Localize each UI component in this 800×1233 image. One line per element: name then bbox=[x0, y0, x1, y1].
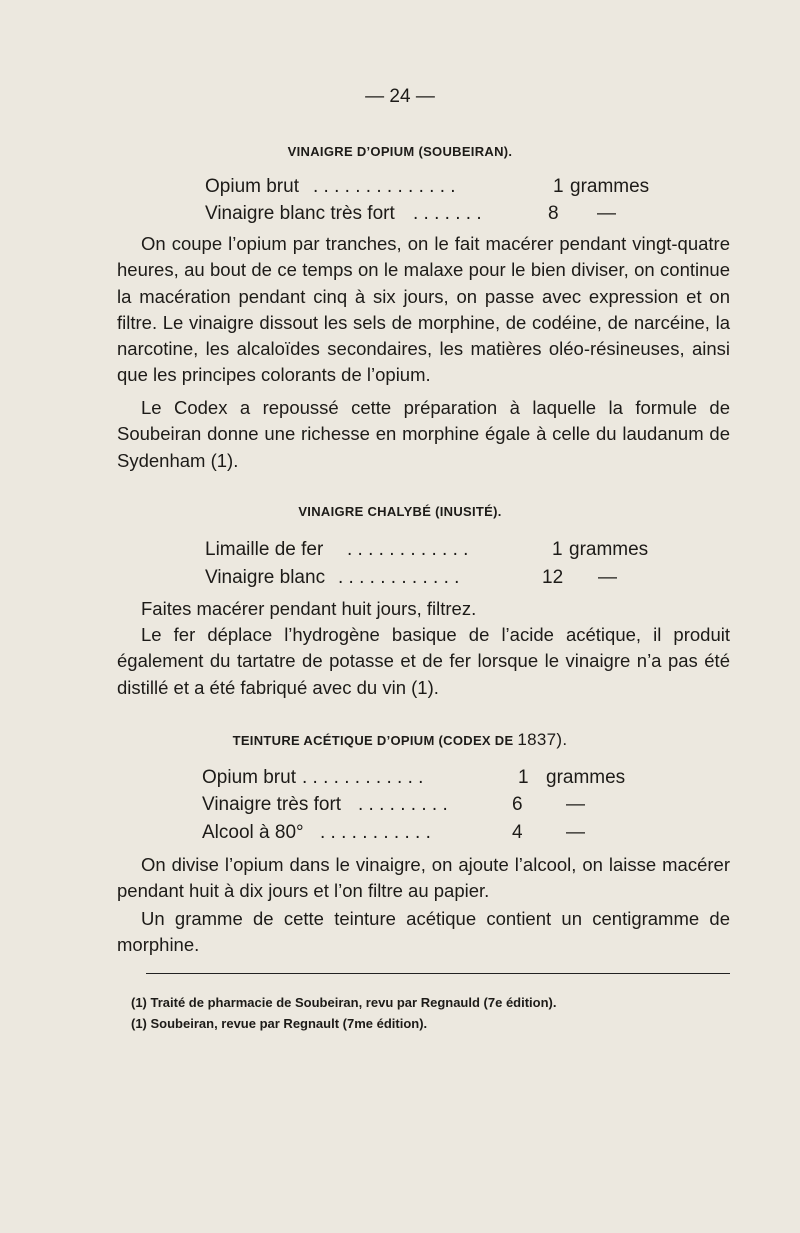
section-heading-vinaigre-opium: VINAIGRE D’OPIUM (SOUBEIRAN). bbox=[287, 144, 513, 159]
body-paragraph: Faites macérer pendant huit jours, filtrez. bbox=[141, 598, 477, 619]
ingredient-unit: grammes bbox=[569, 539, 649, 560]
ingredient-quantity: 8 bbox=[548, 203, 559, 224]
ingredient-line bbox=[205, 565, 665, 591]
ingredient-quantity: 4 bbox=[512, 822, 523, 843]
ingredient-unit: — bbox=[566, 794, 585, 815]
leader-dots: . . . . . . . . . . . . bbox=[347, 539, 469, 560]
ingredient-name: Opium brut bbox=[205, 176, 299, 197]
ingredient-unit: — bbox=[566, 822, 585, 843]
ingredient-unit: — bbox=[598, 567, 617, 588]
footnote-rule bbox=[146, 973, 730, 974]
ingredient-quantity: 12 bbox=[542, 567, 564, 588]
ingredient-line bbox=[205, 537, 665, 563]
ingredient-line bbox=[202, 820, 662, 846]
ingredient-name: Vinaigre blanc très fort bbox=[205, 203, 395, 224]
ingredient-name: Vinaigre très fort bbox=[202, 794, 342, 815]
body-paragraph: Un gramme de cette teinture acétique contient un centigramme de morphine. bbox=[117, 908, 730, 956]
ingredient-line bbox=[205, 174, 665, 200]
heading-text: TEINTURE ACÉTIQUE D’OPIUM (CODEX DE bbox=[232, 733, 514, 748]
ingredient-line bbox=[205, 201, 665, 227]
leader-dots: . . . . . . . . . bbox=[358, 794, 448, 815]
footnote: (1) Soubeiran, revue par Regnault (7me édition). bbox=[131, 1016, 428, 1031]
leader-dots: . . . . . . . . . . . . bbox=[302, 767, 424, 788]
ingredient-quantity: 1 bbox=[552, 539, 563, 560]
body-paragraph: On divise l’opium dans le vinaigre, on ajoute l’alcool, on laisse macérer pendant huit à dix jours et l’on filtre au papier. bbox=[117, 854, 730, 902]
leader-dots: . . . . . . . . . . . . bbox=[338, 567, 460, 588]
ingredient-unit: grammes bbox=[546, 767, 626, 788]
ingredient-unit: grammes bbox=[570, 176, 650, 197]
section-heading-teinture-acetique bbox=[0, 730, 800, 750]
ingredient-name: Limaille de fer bbox=[205, 539, 324, 560]
ingredient-unit: — bbox=[597, 203, 616, 224]
leader-dots: . . . . . . . . . . . bbox=[320, 822, 431, 843]
ingredient-quantity: 1 bbox=[553, 176, 564, 197]
heading-year: 1837). bbox=[517, 730, 568, 749]
ingredient-line bbox=[202, 765, 662, 791]
body-paragraph: Le fer déplace l’hydrogène basique de l’acide acétique, il produit également du tartatre de potasse et de fer lorsque le vinaigre n’a pas été distillé et a été fabriqué avec du vin (1). bbox=[117, 624, 730, 698]
body-paragraph: Le Codex a repoussé cette préparation à laquelle la formule de Soubeiran donne une richesse en morphine égale à celle du laudanum de Sydenham (1). bbox=[117, 397, 730, 471]
ingredient-quantity: 6 bbox=[512, 794, 523, 815]
footnote: (1) Traité de pharmacie de Soubeiran, revu par Regnauld (7e édition). bbox=[131, 995, 557, 1010]
ingredient-name: Vinaigre blanc bbox=[205, 567, 326, 588]
leader-dots: . . . . . . . bbox=[413, 203, 482, 224]
ingredient-line bbox=[202, 792, 662, 818]
page-number: — 24 — bbox=[365, 86, 435, 107]
section-heading-vinaigre-chalybe: VINAIGRE CHALYBÉ (INUSITÉ). bbox=[298, 504, 502, 519]
ingredient-quantity: 1 bbox=[518, 767, 529, 788]
ingredient-name: Alcool à 80° bbox=[202, 822, 304, 843]
body-paragraph: On coupe l’opium par tranches, on le fait macérer pendant vingt-quatre heures, au bout de ce temps on le malaxe pour le bien diviser, on continue la macération pendant cinq à six jours, on passe avec expression et on filtre. Le vinaigre dissout les sels de morphine, de codéine, de narcéine, la narcotine, les alcaloïdes secondaires, les matières oléo-résineuses, ainsi que les principes colorants de l’opium. bbox=[117, 233, 730, 386]
leader-dots: . . . . . . . . . . . . . . bbox=[313, 176, 456, 197]
ingredient-name: Opium brut bbox=[202, 767, 296, 788]
